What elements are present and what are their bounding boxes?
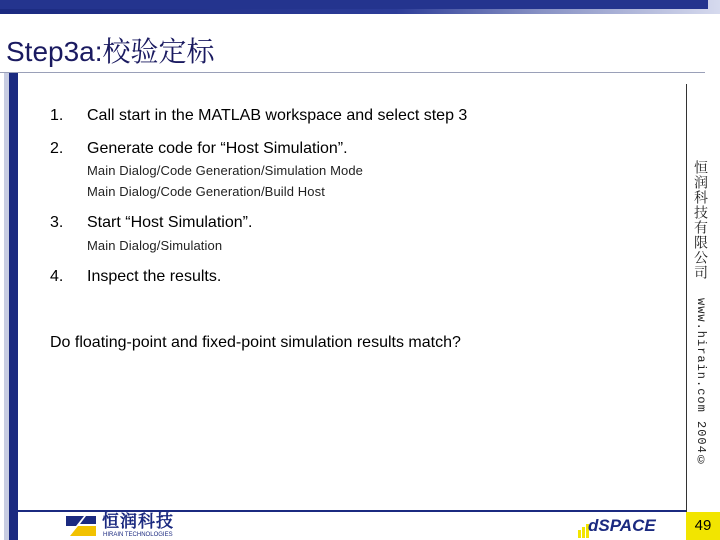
page-number: 49 (694, 517, 712, 534)
left-accent-highlight (4, 73, 9, 540)
step-text: Inspect the results. (87, 268, 222, 285)
side-company-name: 恒润科技有限公司 (693, 160, 709, 280)
step-text: Call start in the MATLAB workspace and select step 3 (87, 107, 468, 124)
question-text: Do floating-point and fixed-point simulation results match? (50, 334, 461, 351)
step-number: 3. (50, 214, 64, 231)
step-sub-line: Main Dialog/Code Generation/Simulation Mode (87, 163, 364, 178)
hirain-mark-icon (66, 514, 96, 538)
hirain-logo (66, 512, 196, 540)
side-vertical-text (693, 160, 709, 469)
step-number: 1. (50, 107, 64, 124)
hirain-chinese-name: 恒润科技 (102, 512, 174, 531)
step-text: Generate code for “Host Simulation”. (87, 140, 348, 157)
top-banner-inner (0, 0, 708, 9)
dspace-logo (578, 512, 658, 540)
step-text: Start “Host Simulation”. (87, 214, 253, 231)
title-divider (0, 72, 705, 73)
page-title: Step3a:校验定标 (6, 36, 215, 67)
right-divider (686, 84, 687, 540)
step-number: 2. (50, 140, 64, 157)
step-sub-line: Main Dialog/Code Generation/Build Host (87, 184, 325, 199)
hirain-english-name: HIRAIN TECHNOLOGIES (103, 532, 173, 538)
step-sub-line: Main Dialog/Simulation (87, 238, 223, 253)
step-number: 4. (50, 268, 64, 285)
top-banner-bar (0, 0, 720, 14)
page-number-box (686, 512, 720, 540)
side-copyright-url: www.hirain.com 2004© (694, 297, 708, 469)
dspace-wordmark: dSPACE (588, 516, 656, 535)
